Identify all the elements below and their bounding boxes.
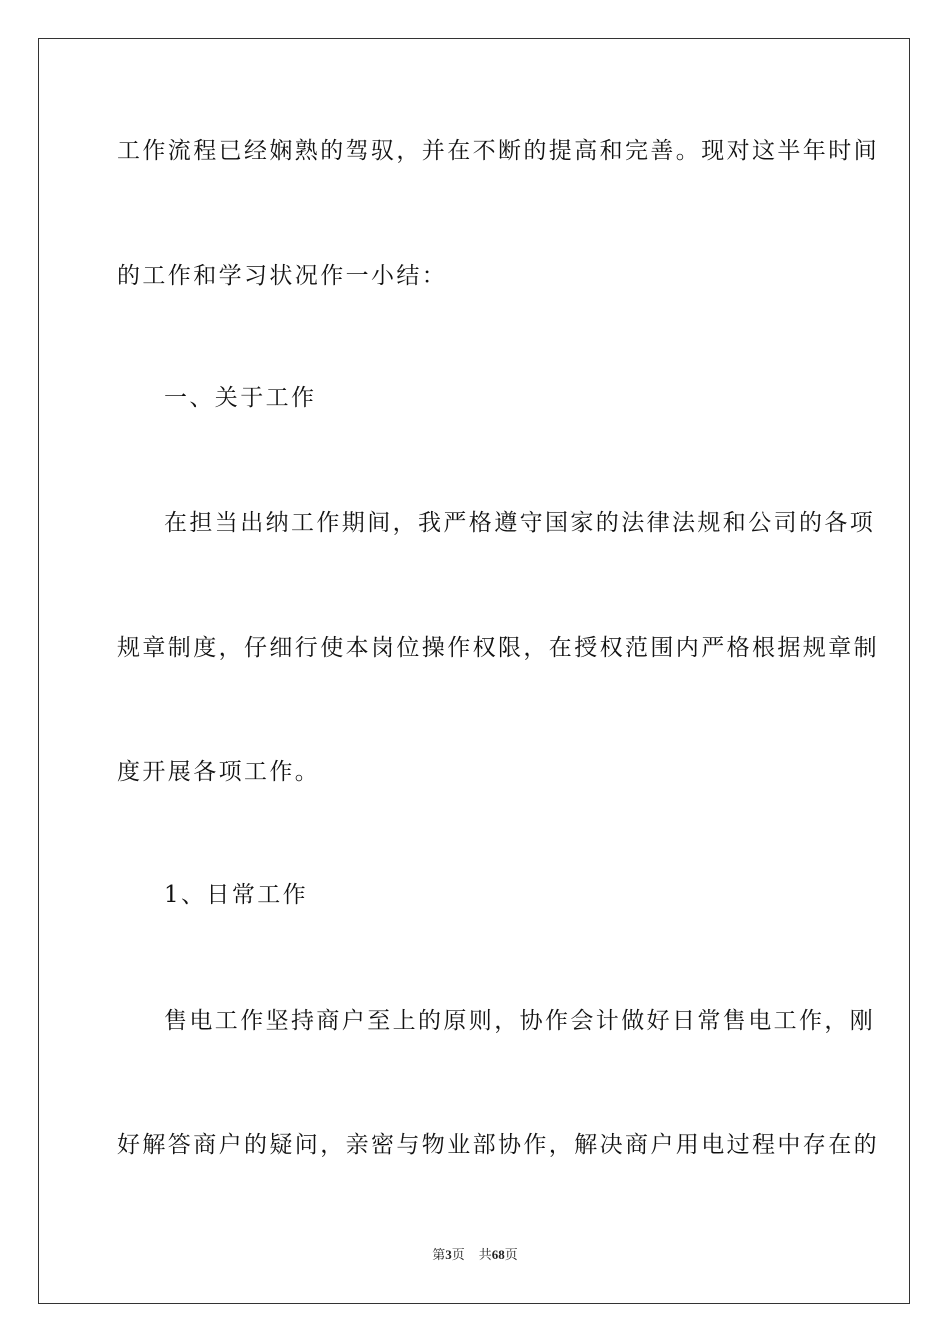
body-line-6: 售电工作坚持商户至上的原则，协作会计做好日常售电工作，刚 <box>164 1008 876 1034</box>
subsection-heading-daily: 1、日常工作 <box>164 882 309 908</box>
footer-total-pages: 68 <box>491 1247 505 1262</box>
footer-page-suffix: 页 <box>451 1247 465 1262</box>
page-border <box>38 38 910 1304</box>
body-line-7: 好解答商户的疑问，亲密与物业部协作，解决商户用电过程中存在的 <box>117 1132 879 1158</box>
footer-page-number: 3 <box>445 1247 452 1262</box>
body-line-5: 度开展各项工作。 <box>117 759 321 785</box>
section-heading-work: 一、关于工作 <box>164 385 317 411</box>
body-line-3: 在担当出纳工作期间，我严格遵守国家的法律法规和公司的各项 <box>164 510 876 536</box>
footer-total-prefix: 共 <box>478 1247 492 1262</box>
page-footer <box>0 1246 950 1264</box>
body-line-1: 工作流程已经娴熟的驾驭，并在不断的提高和完善。现对这半年时间 <box>117 138 879 164</box>
body-line-2: 的工作和学习状况作一小结： <box>117 263 448 289</box>
footer-total-suffix: 页 <box>504 1247 518 1262</box>
footer-page-prefix: 第 <box>432 1247 446 1262</box>
body-line-4: 规章制度，仔细行使本岗位操作权限，在授权范围内严格根据规章制 <box>117 635 879 661</box>
